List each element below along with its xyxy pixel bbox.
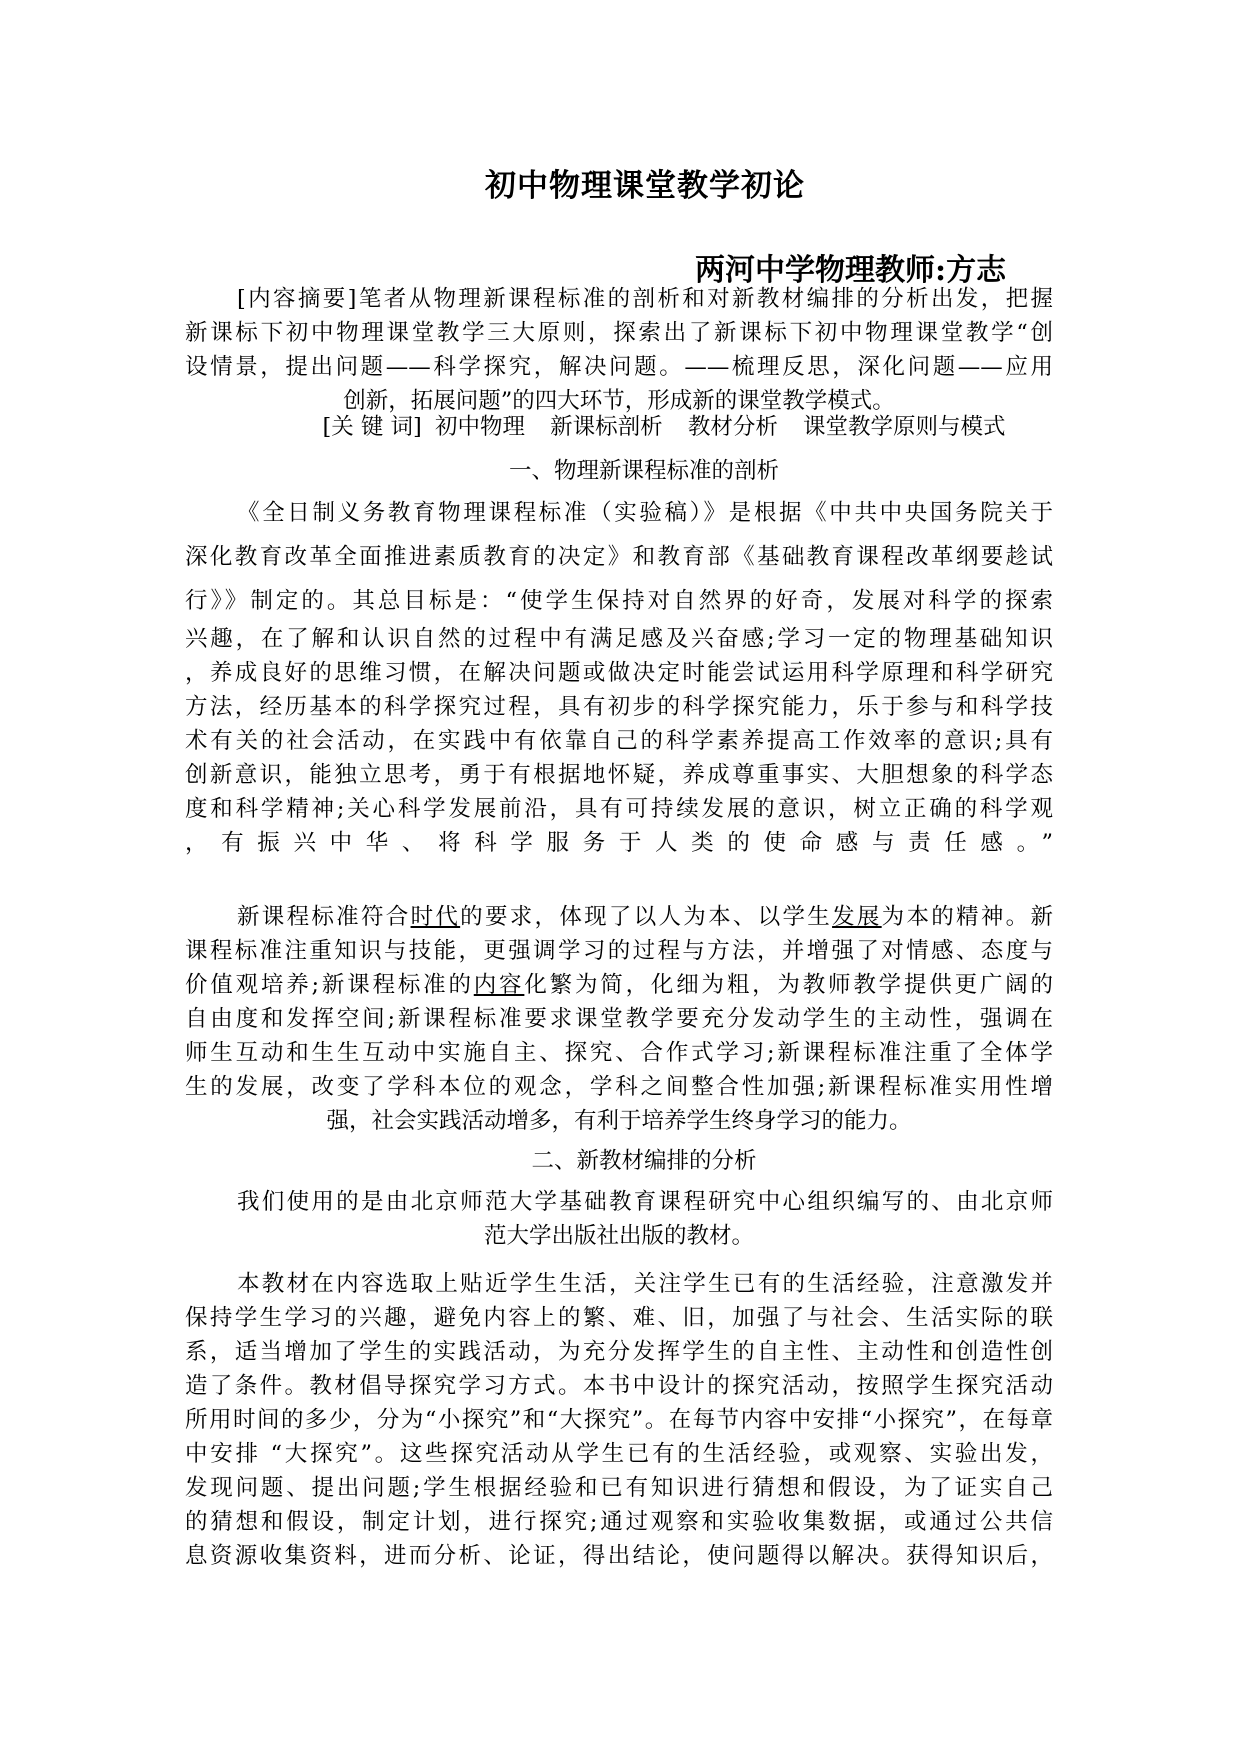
paragraph-line: ，养成良好的思维习惯，在解决问题或做决定时能尝试运用科学原理和科学研究 xyxy=(185,660,1053,686)
paragraph-line: 师生互动和生生互动中实施自主、探究、合作式学习;新课程标准注重了全体学 xyxy=(185,1040,1053,1066)
section-heading-2: 二、新教材编排的分析 xyxy=(531,1148,757,1174)
paragraph-line: 深化教育改革全面推进素质教育的决定》和教育部《基础教育课程改革纲要趁试 xyxy=(185,544,1053,570)
paragraph-line: 的猜想和假设，制定计划，进行探究;通过观察和实验收集数据，或通过公共信 xyxy=(185,1509,1053,1535)
paragraph-line: 发现问题、提出问题;学生根据经验和已有知识进行猜想和假设，为了证实自己 xyxy=(185,1475,1053,1501)
paragraph-line: 强，社会实践活动增多，有利于培养学生终身学习的能力。 xyxy=(326,1108,912,1134)
abstract-line: [内容摘要]笔者从物理新课程标准的剖析和对新教材编排的分析出发，把握 xyxy=(237,286,1053,312)
paragraph-line: 我们使用的是由北京师范大学基础教育课程研究中心组织编写的、由北京师 xyxy=(237,1189,1053,1215)
paragraph-line: 息资源收集资料，进而分析、论证，得出结论，使问题得以解决。获得知识后， xyxy=(185,1543,1053,1569)
underlined-term: 内容 xyxy=(473,972,525,998)
paragraph-line: 本教材在内容选取上贴近学生生活，关注学生已有的生活经验，注意激发并 xyxy=(237,1271,1053,1297)
paragraph-line: 生的发展，改变了学科本位的观念，学科之间整合性加强;新课程标准实用性增 xyxy=(185,1074,1053,1100)
keywords-label: [关 键 词] xyxy=(322,414,422,440)
section1-paragraph-1-body xyxy=(185,622,1053,860)
text-run: 为本的精神。新 xyxy=(881,904,1053,930)
abstract-paragraph xyxy=(185,282,1053,418)
section2-paragraph-1 xyxy=(185,1185,1053,1253)
abstract-line: 设情景，提出问题——科学探究，解决问题。——梳理反思，深化问题——应用 xyxy=(185,354,1053,380)
document-title: 初中物理课堂教学初论 xyxy=(485,168,805,204)
text-run: 价值观培养;新课程标准的 xyxy=(185,972,474,998)
paragraph-line: 兴趣，在了解和认识自然的过程中有满足感及兴奋感;学习一定的物理基础知识 xyxy=(185,626,1053,652)
text-run: 的要求，体现了以人为本、以学生 xyxy=(460,904,833,930)
section1-paragraph-1-opening xyxy=(185,491,1053,623)
abstract-line: 新课标下初中物理课堂教学三大原则，探索出了新课标下初中物理课堂教学“创 xyxy=(185,320,1053,346)
section1-paragraph-2 xyxy=(185,900,1053,1138)
paragraph-line: 所用时间的多少，分为“小探究”和“大探究”。在每节内容中安排“小探究”，在每章 xyxy=(185,1407,1053,1433)
paragraph-line: 造了条件。教材倡导探究学习方式。本书中设计的探究活动，按照学生探究活动 xyxy=(185,1373,1053,1399)
text-run: 化繁为简，化细为粗，为教师教学提供更广阔的 xyxy=(524,972,1053,998)
paragraph-line xyxy=(185,968,1053,1002)
paragraph-line: 方法，经历基本的科学探究过程，具有初步的科学探究能力，乐于参与和科学技 xyxy=(185,694,1053,720)
keyword-term: 教材分析 xyxy=(687,414,778,440)
paragraph-line: 《全日制义务教育物理课程标准（实验稿）》是根据《中共中央国务院关于 xyxy=(237,500,1053,526)
section-heading-1: 一、物理新课程标准的剖析 xyxy=(508,458,779,484)
paragraph-line: 自由度和发挥空间;新课程标准要求课堂教学要充分发动学生的主动性，强调在 xyxy=(185,1006,1053,1032)
document-author: 两河中学物理教师:方志 xyxy=(695,253,1007,288)
paragraph-line: 术有关的社会活动，在实践中有依靠自己的科学素养提高工作效率的意识;具有 xyxy=(185,728,1053,754)
paragraph-line: 课程标准注重知识与技能，更强调学习的过程与方法，并增强了对情感、态度与 xyxy=(185,938,1053,964)
paragraph-line: 度和科学精神;关心科学发展前沿，具有可持续发展的意识，树立正确的科学观 xyxy=(185,796,1053,822)
underlined-term: 发展 xyxy=(832,904,882,930)
keyword-term: 新课标剖析 xyxy=(550,414,663,440)
underlined-term: 时代 xyxy=(410,904,461,930)
section2-paragraph-2 xyxy=(185,1267,1053,1573)
keyword-term: 初中物理 xyxy=(435,414,526,440)
paragraph-line: 系，适当增加了学生的实践活动，为充分发挥学生的自主性、主动性和创造性创 xyxy=(185,1339,1053,1365)
abstract-line: 创新，拓展问题”的四大环节，形成新的课堂教学模式。 xyxy=(343,388,895,414)
paragraph-line: 保持学生学习的兴趣，避免内容上的繁、难、旧，加强了与社会、生活实际的联 xyxy=(185,1305,1053,1331)
keyword-term: 课堂教学原则与模式 xyxy=(803,414,1006,440)
keywords-line xyxy=(230,410,1098,444)
paragraph-line xyxy=(185,900,1053,934)
text-run: 新课程标准符合 xyxy=(237,904,411,930)
paragraph-line: ，有振兴中华、将科学服务于人类的使命感与责任感。” xyxy=(185,830,1053,856)
paragraph-line: 行》》制定的。其总目标是：“使学生保持对自然界的好奇，发展对科学的探索 xyxy=(185,588,1053,614)
paragraph-line: 中安排 “大探究”。这些探究活动从学生已有的生活经验，或观察、实验出发， xyxy=(185,1441,1053,1467)
paragraph-line: 范大学出版社出版的教材。 xyxy=(483,1223,754,1249)
paragraph-line: 创新意识，能独立思考，勇于有根据地怀疑，养成尊重事实、大胆想象的科学态 xyxy=(185,762,1053,788)
